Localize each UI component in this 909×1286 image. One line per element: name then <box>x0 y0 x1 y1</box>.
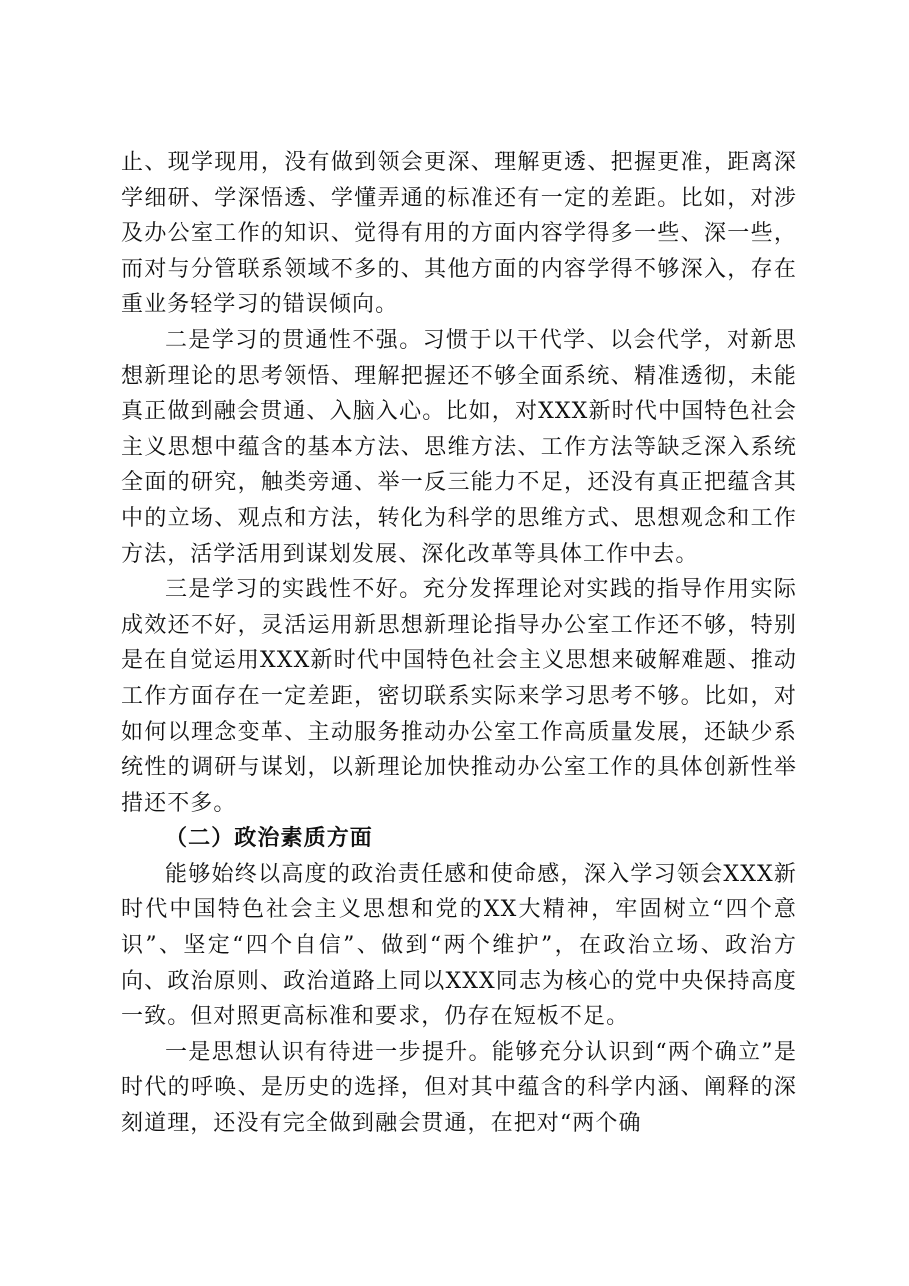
document-body <box>121 145 797 1142</box>
paragraph-study-practice: 三是学习的实践性不好。充分发挥理论对实践的指导作用实际成效还不好，灵活运用新思想新理论指导办公室工作还不够，特别是在自觉运用XXX新时代中国特色社会主义思想来破解难题、推动工作方面存在一定差距，密切联系实际来学习思考不够。比如，对如何以理念变革、主动服务推动办公室工作高质量发展，还缺少系统性的调研与谋划，以新理论加快推动办公室工作的具体创新性举措还不多。 <box>121 577 797 816</box>
paragraph-study-coherence: 二是学习的贯通性不强。习惯于以干代学、以会代学，对新思想新理论的思考领悟、理解把握还不够全面系统、精准透彻，未能真正做到融会贯通、入脑入心。比如，对XXX新时代中国特色社会主义思想中蕴含的基本方法、思维方法、工作方法等缺乏深入系统全面的研究，触类旁通、举一反三能力不足，还没有真正把蕴含其中的立场、观点和方法，转化为科学的思维方式、思想观念和工作方法，活学活用到谋划发展、深化改革等具体工作中去。 <box>121 327 797 567</box>
section-heading-political-quality: （二）政治素质方面 <box>165 826 373 852</box>
paragraph-political-quality-intro: 能够始终以高度的政治责任感和使命感，深入学习领会XXX新时代中国特色社会主义思想和党的XX大精神，牢固树立“四个意识”、坚定“四个自信”、做到“两个维护”，在政治立场、政治方向、政治原则、政治道路上同以XXX同志为核心的党中央保持高度一致。但对照更高标准和要求，仍存在短板不足。 <box>121 861 797 1030</box>
paragraph-ideological-understanding: 一是思想认识有待进一步提升。能够充分认识到“两个确立”是时代的呼唤、是历史的选择，但对其中蕴含的科学内涵、阐释的深刻道理，还没有完全做到融会贯通，在把对“两个确 <box>121 1039 797 1137</box>
paragraph-continuation: 止、现学现用，没有做到领会更深、理解更透、把握更准，距离深学细研、学深悟透、学懂弄通的标准还有一定的差距。比如，对涉及办公室工作的知识、觉得有用的方面内容学得多一些、深一些，而对与分管联系领域不多的、其他方面的内容学得不够深入，存在重业务轻学习的错误倾向。 <box>121 150 797 318</box>
